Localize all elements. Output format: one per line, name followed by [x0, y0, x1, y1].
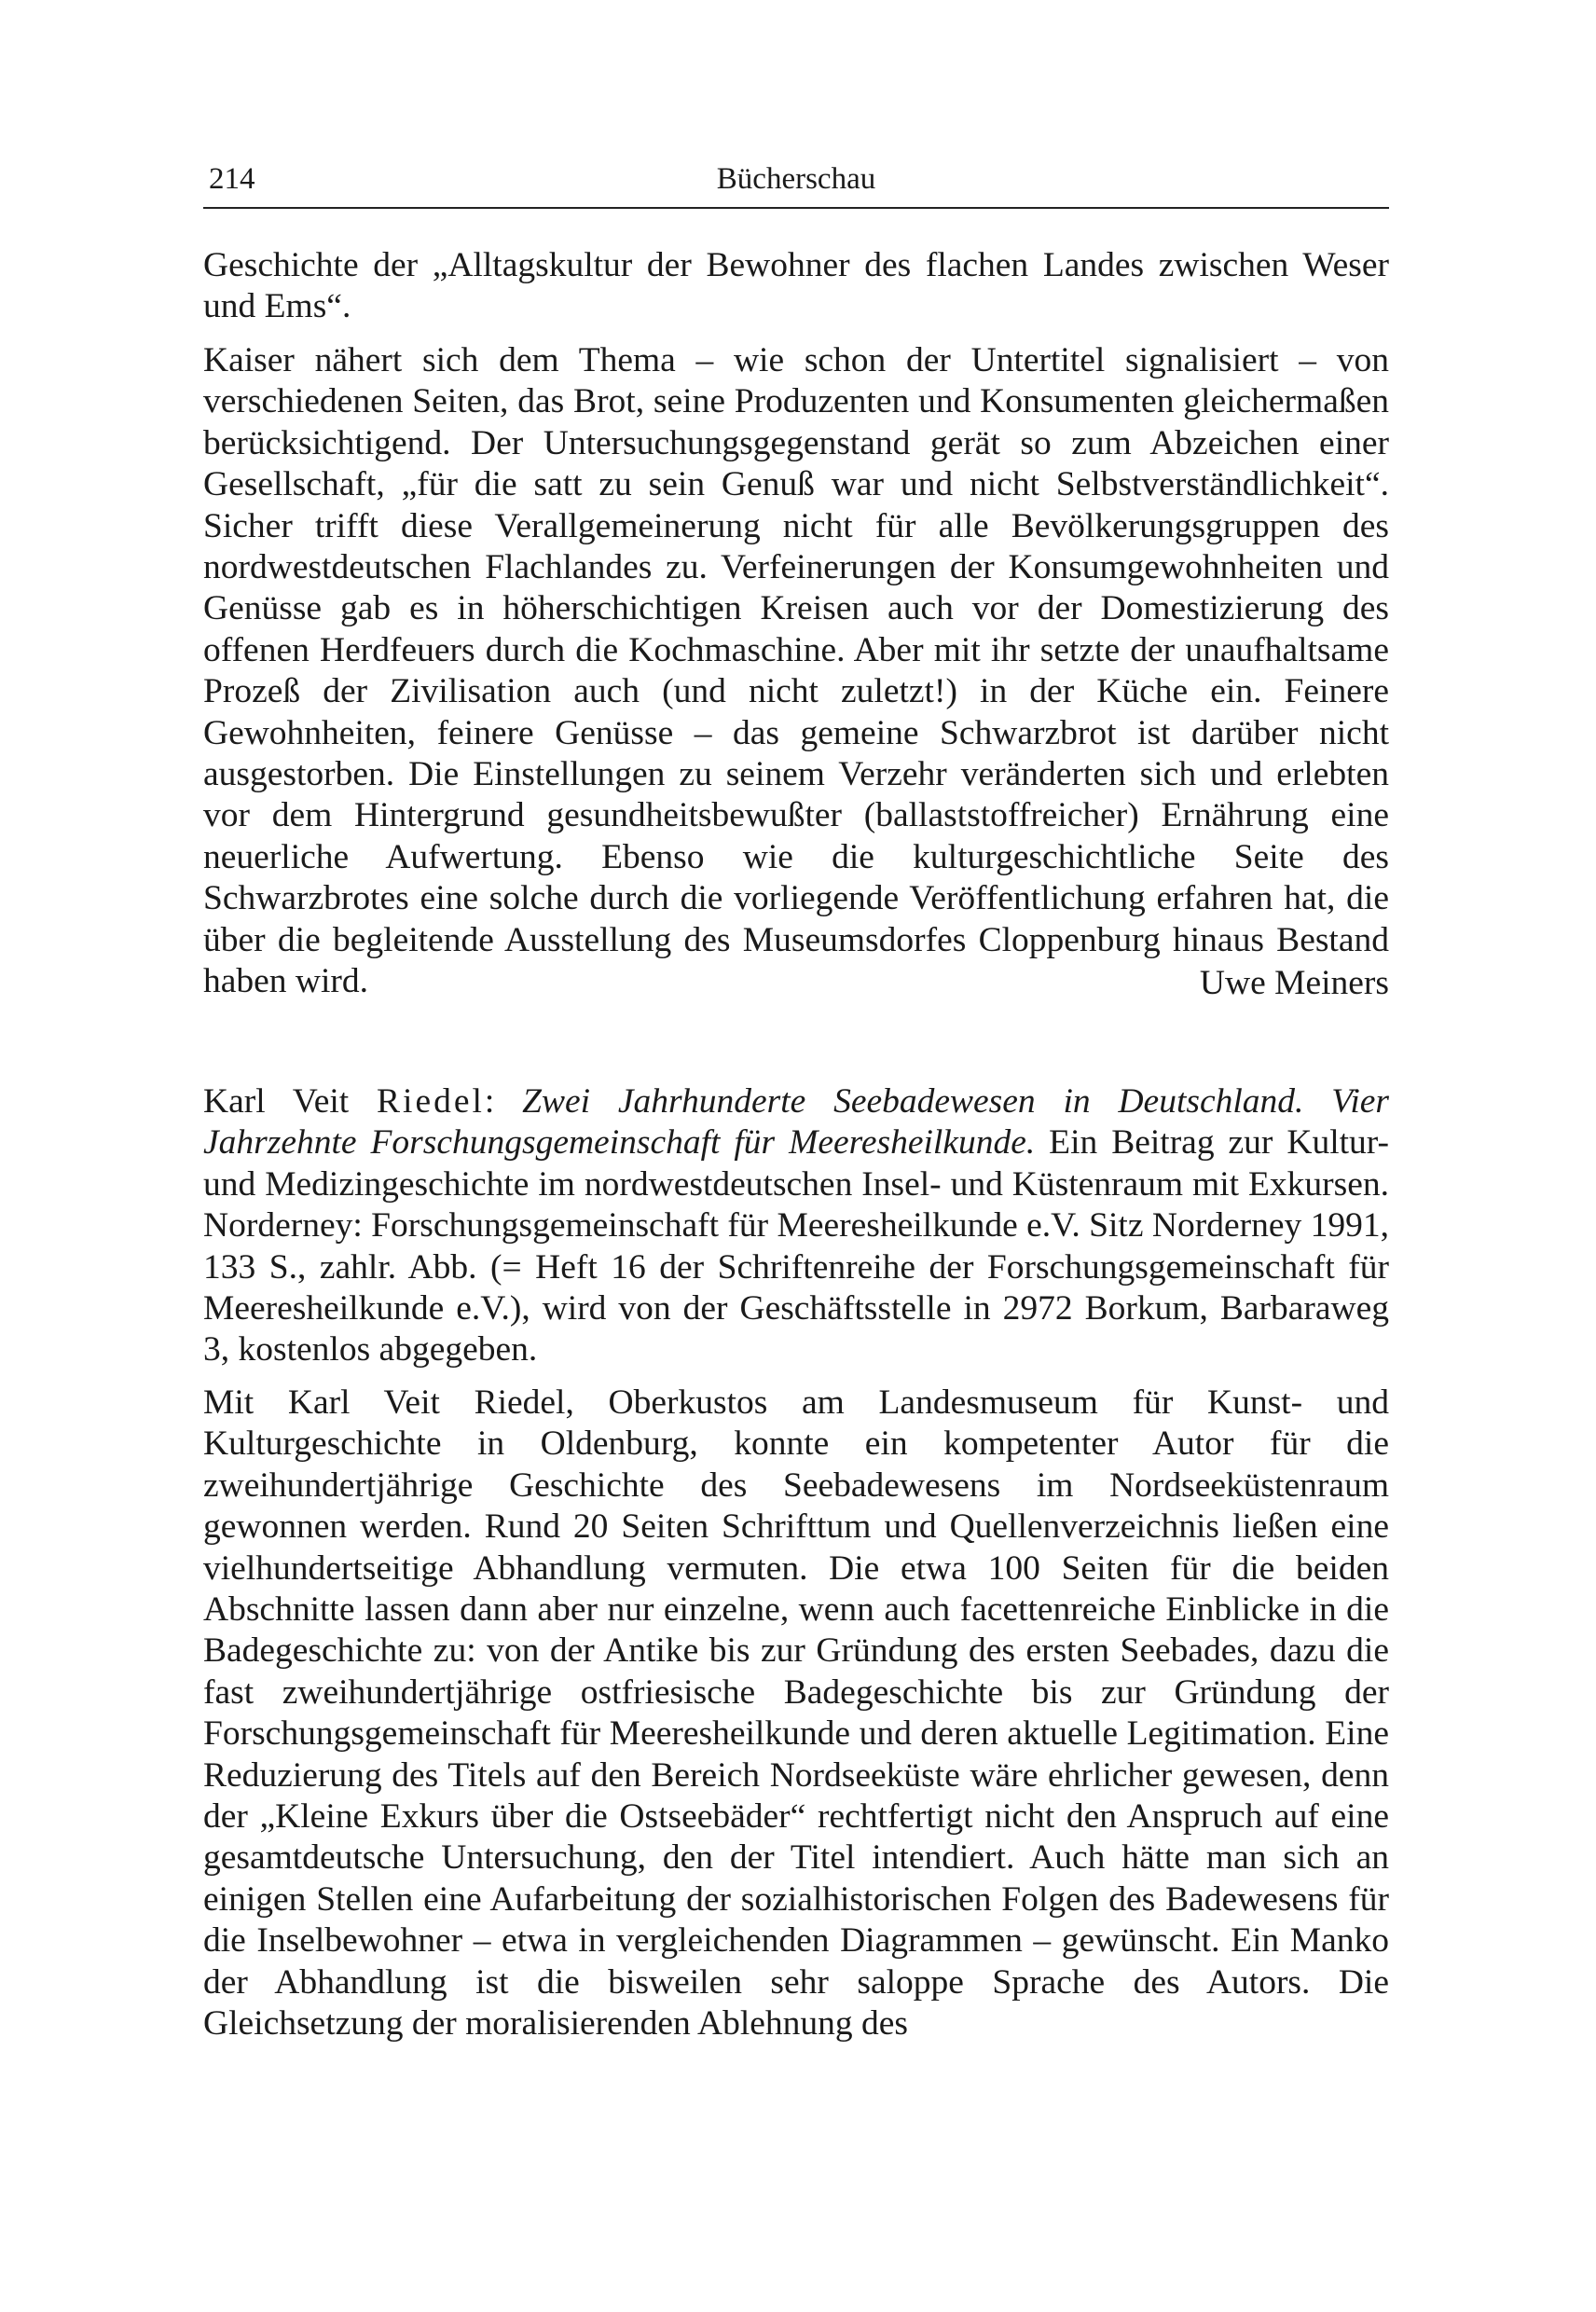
- author-first-name: Karl Veit: [203, 1082, 350, 1121]
- review-2-body: [203, 1383, 1389, 2045]
- bibliographic-entry: [203, 1081, 1389, 1371]
- section-title: Bücherschau: [716, 162, 876, 196]
- review-1-continuation: [203, 245, 1389, 328]
- review-1-paragraph: Kaiser nähert sich dem Thema – wie schon der Untertitel signalisiert – von verschiedenen Seiten, das Brot, seine Produzenten und Konsumenten gleichermaßen berücksichtigend. Der Untersuchungsgegenstand gerät so zum Abzeichen einer Gesellschaft, „für die satt zu sein Genuß war und nicht Selbstverständlichkeit“. Sicher trifft diese Verallgemeinerung nicht für alle Bevölkerungsgruppen des nordwestdeutschen Flachlandes zu. Verfeinerungen der Konsumgewohnheiten und Genüsse gab es in höherschichtigen Kreisen auch vor der Domestizierung des offenen Herdfeuers durch die Kochmaschine. Aber mit ihr setzte der unaufhaltsame Prozeß der Zivilisation auch (und nicht zuletzt!) in der Küche ein. Feinere Gewohnheiten, feinere Genüsse – das gemeine Schwarzbrot ist darüber nicht ausgestorben. Die Einstellungen zu seinem Verzehr veränderten sich und erlebten vor dem Hintergrund gesundheitsbewußter (ballaststoffreicher) Ernährung eine neuerliche Aufwertung. Ebenso wie die kulturgeschichtliche Seite des Schwarzbrotes eine solche durch die vorliegende Veröffentlichung erfahren hat, die über die begleitende Ausstellung des Museumsdorfes Cloppenburg hinaus Bestand haben wird.: [203, 341, 1389, 1001]
- book-title: Zwei Jahrhunderte Seebadewesen in Deutschland. Vier Jahrzehnte Forschungsgemeinschaft für Meeresheilkunde.: [203, 1082, 1390, 1163]
- continuation-paragraph: Geschichte der „Alltagskultur der Bewohner des flachen Landes zwischen Weser und Ems“.: [203, 246, 1389, 326]
- review-1-body: [203, 340, 1389, 1003]
- review-2-paragraph: Mit Karl Veit Riedel, Oberkustos am Landesmuseum für Kunst- und Kulturgeschichte in Oldenburg, konnte ein kompetenter Autor für die zweihundertjährige Geschichte des Seebadewesens im Nordseeküstenraum gewonnen werden. Rund 20 Seiten Schrifttum und Quellenverzeichnis ließen eine vielhundertseitige Abhandlung vermuten. Die etwa 100 Seiten für die beiden Abschnitte lassen dann aber nur einzelne, wenn auch facettenreiche Einblicke in die Badegeschichte zu: von der Antike bis zur Gründung des ersten Seebades, dazu die fast zweihundertjährige ostfriesische Badegeschichte bis zur Gründung der Forschungsgemeinschaft für Meeresheilkunde und deren aktuelle Legitimation. Eine Reduzierung des Titels auf den Bereich Nordseeküste wäre ehrlicher gewesen, denn der „Kleine Exkurs über die Ostseebäder“ rechtfertigt nicht den Anspruch auf eine gesamtdeutsche Untersuchung, den der Titel intendiert. Auch hätte man sich an einigen Stellen eine Aufarbeitung der sozialhistorischen Folgen des Badewesens für die Inselbewohner – etwa in vergleichenden Diagrammen – gewünscht. Ein Manko der Abhandlung ist die bisweilen sehr saloppe Sprache des Autors. Die Gleichsetzung der moralisierenden Ablehnung des: [203, 1383, 1389, 2044]
- author-last-name: Riedel: [377, 1082, 485, 1121]
- reviewer-signature: Uwe Meiners: [1199, 964, 1389, 1002]
- running-head: [203, 151, 1389, 209]
- review-2-bibliography: [203, 1081, 1389, 1371]
- page-number: 214: [209, 162, 255, 196]
- book-details: Ein Beitrag zur Kultur- und Medizingeschichte im nordwestdeutschen Insel- und Küstenraum mit Exkursen. Norderney: Forschungsgemeinschaft für Meeresheilkunde e.V. Sitz Norderney 1991, 133 S., zahlr. Abb. (= Heft 16 der Schriftenreihe der Forschungsgemeinschaft für Meeresheilkunde e.V.), wird von der Geschäftsstelle in 2972 Borkum, Barbaraweg 3, kostenlos abgegeben.: [203, 1123, 1390, 1369]
- author-colon: :: [484, 1082, 495, 1121]
